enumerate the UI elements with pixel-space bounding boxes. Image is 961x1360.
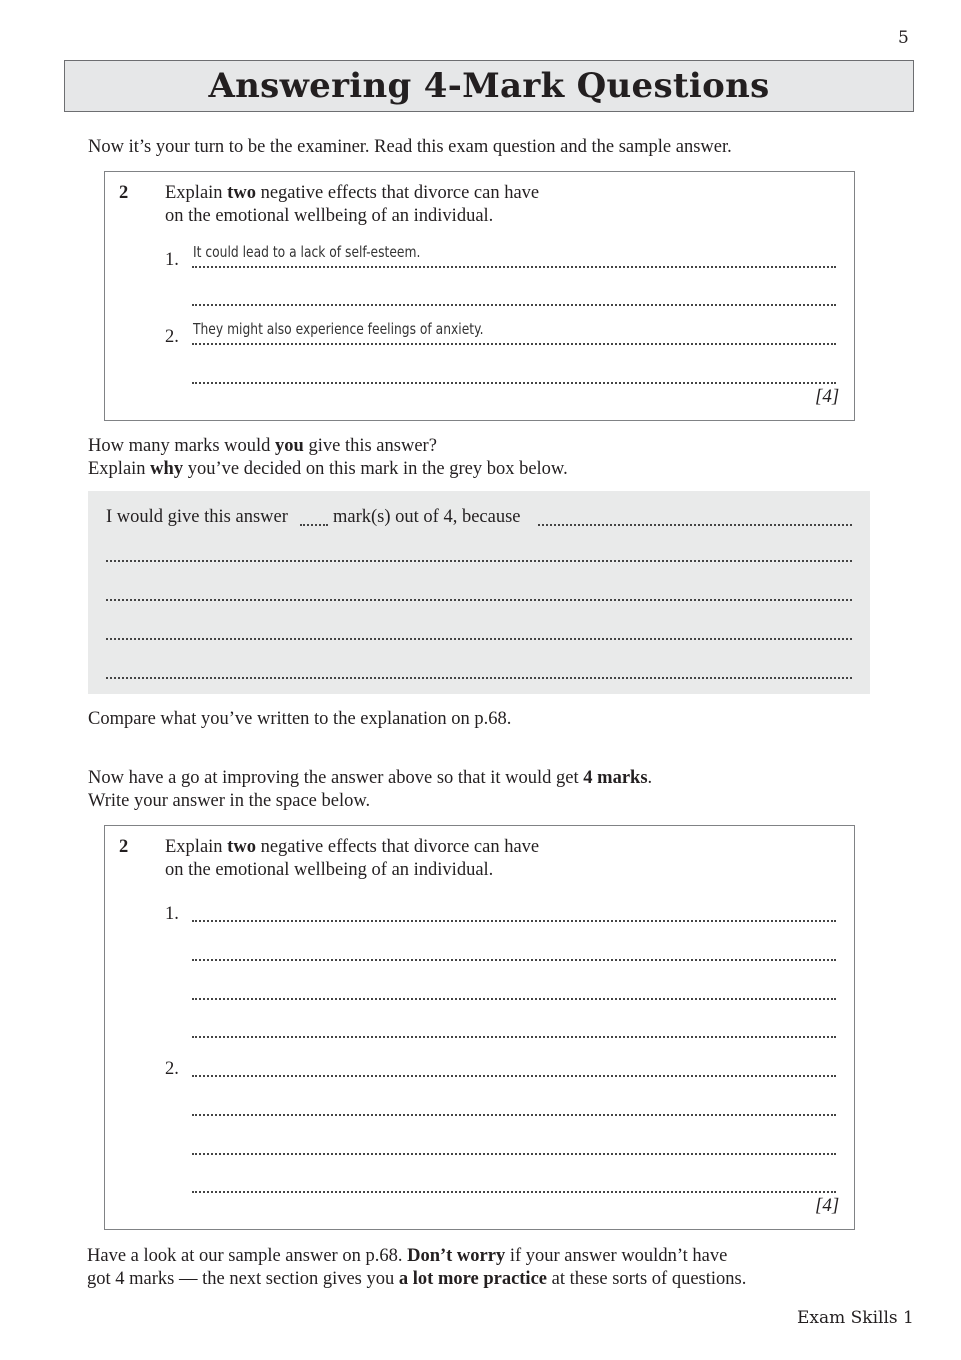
answer-label-1: 1.: [165, 250, 179, 270]
answer-input-line[interactable]: [192, 959, 836, 961]
handwritten-answer-1: It could lead to a lack of self-esteem.: [193, 243, 421, 261]
answer-line: [192, 343, 836, 345]
answer-input-line[interactable]: [192, 1075, 836, 1077]
title-banner: [64, 60, 914, 112]
answer-input-line[interactable]: [192, 1036, 836, 1038]
mark-sentence-end: mark(s) out of 4, because: [333, 507, 521, 527]
answer-label-2: 2.: [165, 1059, 179, 1079]
improve-instructions: Now have a go at improving the answer above so that it would get 4 marks. Write your answer in the space below.: [88, 768, 653, 811]
answer-label-1: 1.: [165, 904, 179, 924]
answer-label-2: 2.: [165, 327, 179, 347]
marks-label: [4]: [815, 386, 840, 407]
compare-text: Compare what you’ve written to the explanation on p.68.: [88, 709, 512, 729]
answer-input-line[interactable]: [192, 1153, 836, 1155]
reason-input-line[interactable]: [106, 638, 852, 640]
answer-line: [192, 382, 836, 384]
question-text: Explain two negative effects that divorce can have on the emotional wellbeing of an individual.: [165, 837, 540, 880]
question-number: 2: [119, 183, 129, 203]
answer-question-box: [104, 825, 855, 1230]
reason-input-line[interactable]: [106, 560, 852, 562]
reason-input-line[interactable]: [106, 677, 852, 679]
marks-label: [4]: [815, 1195, 840, 1216]
marking-prompt: How many marks would you give this answer? Explain why you’ve decided on this mark in the grey box below.: [88, 436, 568, 479]
page-title: Answering 4-Mark Questions: [208, 66, 770, 106]
intro-text: Now it’s your turn to be the examiner. Read this exam question and the sample answer.: [88, 137, 732, 157]
section-footer: Exam Skills 1: [797, 1308, 914, 1328]
answer-input-line[interactable]: [192, 920, 836, 922]
answer-line: [192, 304, 836, 306]
closing-text: Have a look at our sample answer on p.68. Don’t worry if your answer wouldn’t have got 4 marks — the next section gives you a lot more practice at these sorts of questions.: [87, 1246, 747, 1289]
sample-question-box: [104, 171, 855, 421]
reason-input-line[interactable]: [106, 599, 852, 601]
mark-input-line[interactable]: [300, 524, 328, 526]
answer-line: [192, 266, 836, 268]
reason-input-line[interactable]: [538, 524, 852, 526]
answer-input-line[interactable]: [192, 1191, 836, 1193]
handwritten-answer-2: They might also experience feelings of anxiety.: [193, 320, 484, 338]
question-text: Explain two negative effects that divorce can have on the emotional wellbeing of an individual.: [165, 183, 540, 226]
mark-sentence-start: I would give this answer: [106, 507, 288, 527]
grey-response-box: [88, 491, 870, 694]
answer-input-line[interactable]: [192, 998, 836, 1000]
page-number: 5: [898, 28, 909, 48]
question-number: 2: [119, 837, 129, 857]
answer-input-line[interactable]: [192, 1114, 836, 1116]
